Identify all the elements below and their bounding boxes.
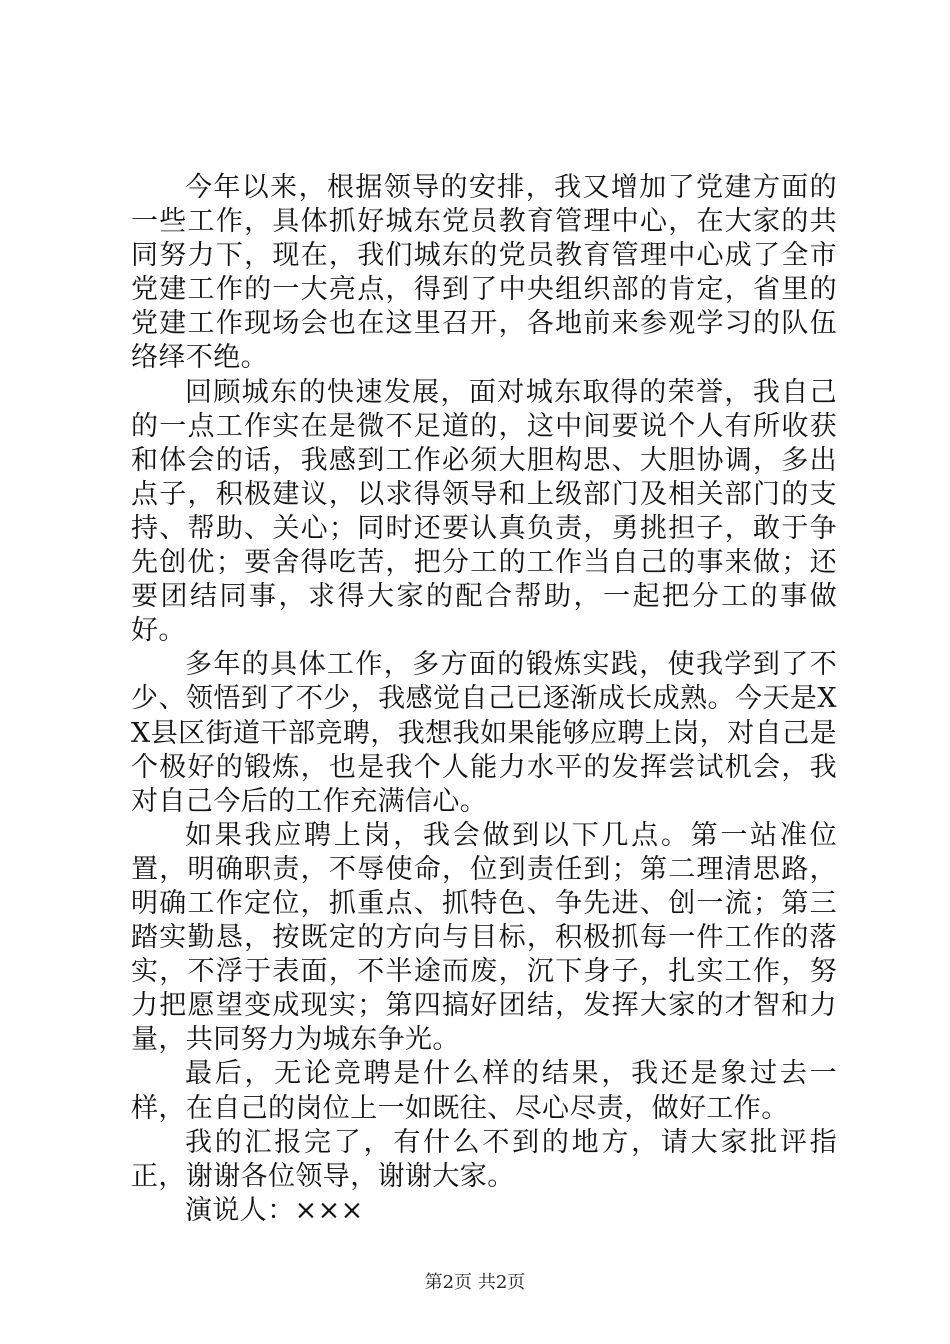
paragraph-experience: 多年的具体工作，多方面的锻炼实践，使我学到了不少、领悟到了不少，我感觉自己已逐渐成长成熟。今天是XX县区街道干部竞聘，我想我如果能够应聘上岗，对自己是个极好的锻炼，也是我个人能力水平的发挥尝试机会，我对自己今后的工作充满信心。: [131, 649, 837, 817]
paragraph-thanks: 我的汇报完了，有什么不到的地方，请大家批评指正，谢谢各位领导，谢谢大家。: [131, 1126, 837, 1192]
page-number-footer: 第2页 共2页: [424, 1272, 526, 1293]
paragraph-commitments: 如果我应聘上岗，我会做到以下几点。第一站准位置，明确职责，不辱使命，位到责任到；第二理清思路，明确工作定位，抓重点、抓特色、争先进、创一流；第三踏实勤恳，按既定的方向与目标，积极抓每一件工作的落实，不浮于表面，不半途而废，沉下身子，扎实工作，努力把愿望变成现实；第四搞好团结，发挥大家的才智和力量，共同努力为城东争光。: [131, 819, 837, 1056]
paragraph-intro: 今年以来，根据领导的安排，我又增加了党建方面的一些工作，具体抓好城东党员教育管理中心，在大家的共同努力下，现在，我们城东的党员教育管理中心成了全市党建工作的一大亮点，得到了中央组织部的肯定，省里的党建工作现场会也在这里召开，各地前来参观学习的队伍络绎不绝。: [131, 172, 837, 374]
paragraph-review: 回顾城东的快速发展，面对城东取得的荣誉，我自己的一点工作实在是微不足道的，这中间要说个人有所收获和体会的话，我感到工作必须大胆构思、大胆协调，多出点子，积极建议，以求得领导和上级部门及相关部门的支持、帮助、关心；同时还要认真负责，勇挑担子，敢于争先创优；要舍得吃苦，把分工的工作当自己的事来做；还要团结同事，求得大家的配合帮助，一起把分工的事做好。: [131, 376, 837, 647]
paragraph-closing: 最后，无论竞聘是什么样的结果，我还是象过去一样，在自己的岗位上一如既往、尽心尽责，做好工作。: [131, 1058, 837, 1124]
speaker-signature: 演说人：×××: [185, 1194, 364, 1226]
document-body: [131, 171, 837, 1228]
